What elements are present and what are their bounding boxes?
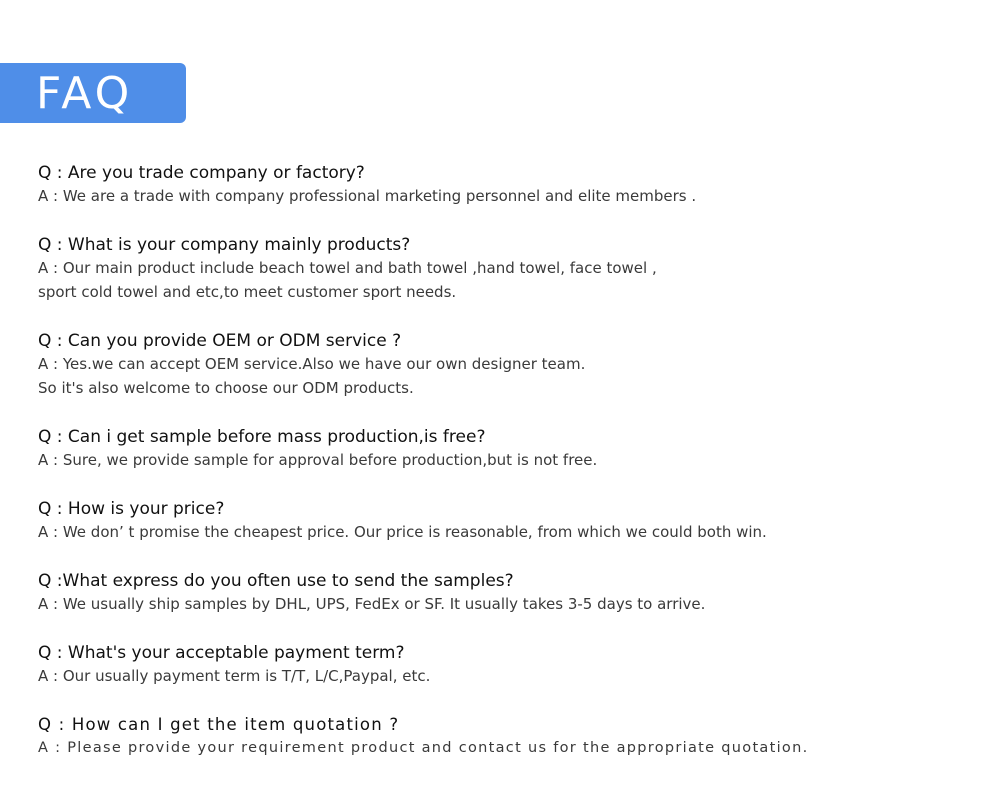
- faq-answer-line: sport cold towel and etc,to meet customer sport needs.: [38, 283, 457, 301]
- faq-answer-line: A : Yes.we can accept OEM service.Also we have our own designer team.: [38, 355, 586, 373]
- faq-question: Q : What's your acceptable payment term?: [38, 643, 405, 663]
- faq-answer-line: A : Please provide your requirement product and contact us for the appropriate quotation.: [38, 740, 809, 756]
- faq-answer-line: So it's also welcome to choose our ODM products.: [38, 379, 414, 397]
- faq-question: Q : Are you trade company or factory?: [38, 163, 365, 183]
- faq-item: [38, 330, 978, 400]
- faq-item: [38, 642, 978, 688]
- faq-question: Q : What is your company mainly products?: [38, 235, 411, 255]
- faq-question: Q :What express do you often use to send the samples?: [38, 571, 514, 591]
- faq-banner: [0, 63, 186, 123]
- page-title: FAQ: [36, 68, 134, 119]
- faq-answer-line: A : We don’ t promise the cheapest price. Our price is reasonable, from which we could both win.: [38, 523, 767, 541]
- faq-answer-line: A : We are a trade with company professional marketing personnel and elite members .: [38, 187, 697, 205]
- faq-answer-line: A : Our main product include beach towel and bath towel ,hand towel, face towel ,: [38, 259, 657, 277]
- faq-item: [38, 570, 978, 616]
- faq-question: Q : Can i get sample before mass production,is free?: [38, 427, 486, 447]
- faq-item: [38, 498, 978, 544]
- faq-answer-line: A : Our usually payment term is T/T, L/C,Paypal, etc.: [38, 667, 431, 685]
- faq-item: [38, 234, 978, 304]
- faq-answer-line: A : Sure, we provide sample for approval before production,but is not free.: [38, 451, 598, 469]
- faq-answer-line: A : We usually ship samples by DHL, UPS, FedEx or SF. It usually takes 3-5 days to arrive.: [38, 595, 706, 613]
- faq-question: Q : How can I get the item quotation ?: [38, 715, 400, 734]
- faq-item: [38, 162, 978, 208]
- faq-item: [38, 714, 978, 760]
- faq-question: Q : Can you provide OEM or ODM service ?: [38, 331, 402, 351]
- faq-item: [38, 426, 978, 472]
- faq-question: Q : How is your price?: [38, 499, 225, 519]
